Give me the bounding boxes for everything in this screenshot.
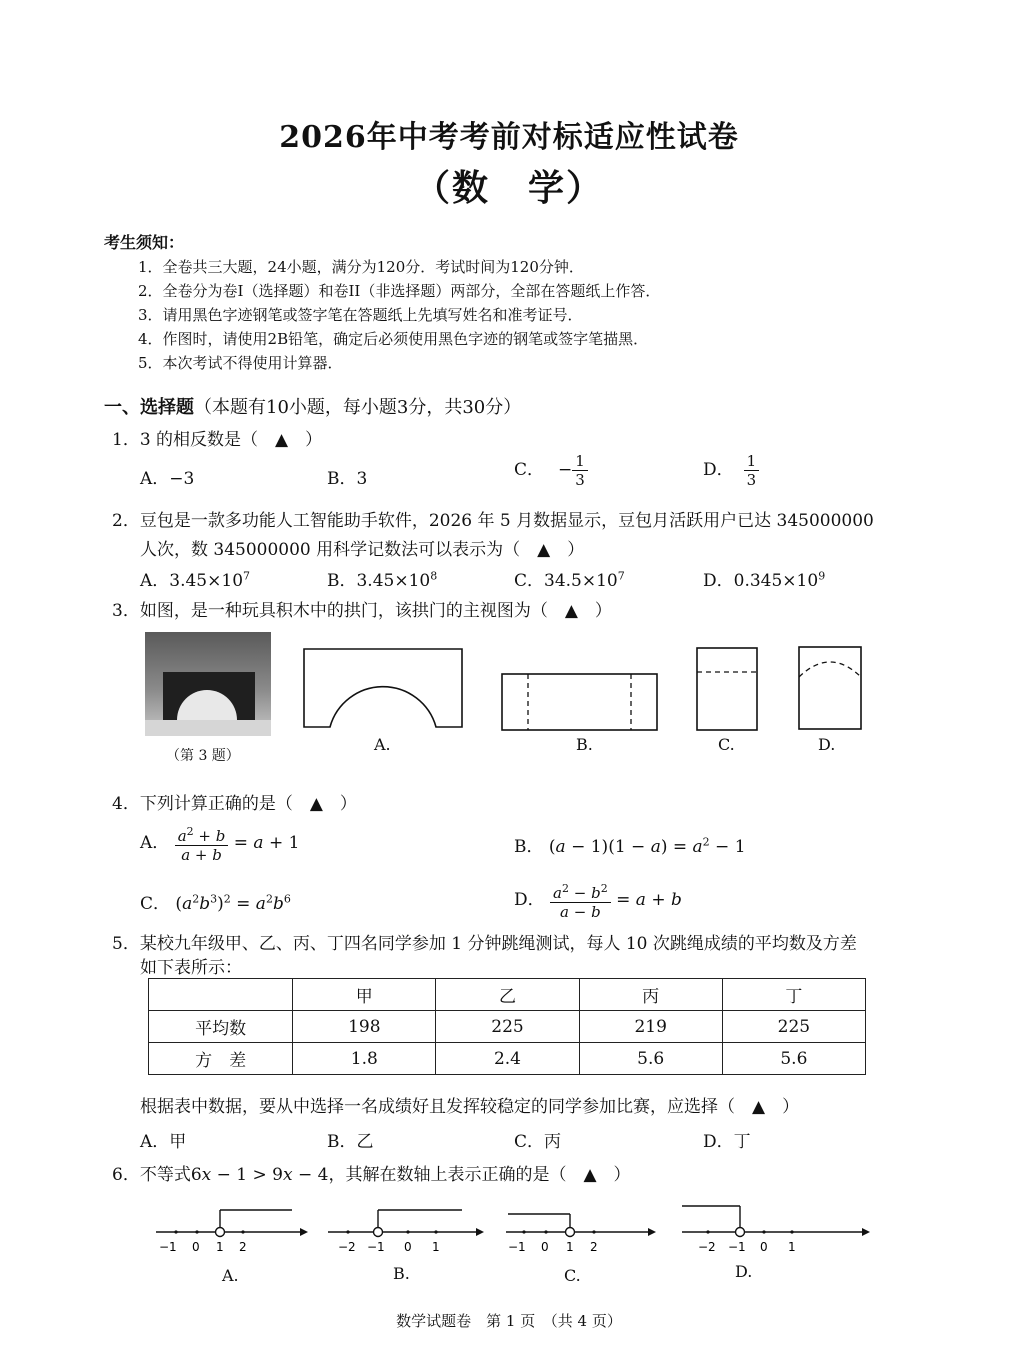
table-cell: 1.8 xyxy=(293,1043,436,1075)
q3-label-b: B. xyxy=(576,735,593,754)
q2-c-text: C．34.5×10 xyxy=(514,571,618,591)
q4-option-b: B． $(a - 1)(1 - a) = a^2 - 1$ xyxy=(514,835,746,857)
table-row xyxy=(149,1011,866,1043)
table-cell: 2.4 xyxy=(436,1043,579,1075)
q6-stem-post: ，其解在数轴上表示正确的是（ ▲ ） xyxy=(328,1165,631,1185)
q3-option-d-figure xyxy=(797,645,865,735)
q6-numberline-c xyxy=(500,1200,660,1256)
svg-text:0: 0 xyxy=(760,1240,768,1254)
q6-numberline-d xyxy=(676,1198,874,1254)
table-header-cell: 丙 xyxy=(579,979,722,1011)
q1-d-label: D． xyxy=(703,460,734,480)
q3-option-b-figure xyxy=(500,672,660,734)
q6-numberline-b xyxy=(322,1200,488,1256)
notice-item-1: 1．全卷共三大题，24小题，满分为120分．考试时间为120分钟． xyxy=(138,258,584,276)
q3-option-a-figure xyxy=(300,645,468,731)
q1-stem: 1．3 的相反数是（ ▲ ） xyxy=(112,430,323,450)
svg-text:−1: −1 xyxy=(508,1240,526,1254)
q4-option-d: D． $\frac{a^2 - b^2}{a - b}$ = a + b xyxy=(514,882,682,921)
table-cell: 方 差 xyxy=(149,1043,293,1075)
q3-stem: 3．如图，是一种玩具积木中的拱门，该拱门的主视图为（ ▲ ） xyxy=(112,601,612,621)
q4-stem: 4．下列计算正确的是（ ▲ ） xyxy=(112,794,357,814)
q2-option-d xyxy=(703,566,825,591)
q2-b-text: B．3.45×10 xyxy=(327,571,431,591)
q5-option-b: B．乙 xyxy=(327,1132,374,1152)
table-cell: 198 xyxy=(293,1011,436,1043)
q3-label-d: D. xyxy=(818,735,836,754)
exam-title: 2026年中考考前对标适应性试卷 xyxy=(279,120,739,155)
q3-caption: （第 3 题） xyxy=(166,748,240,764)
q1-c-num: 1 xyxy=(572,452,588,471)
svg-text:0: 0 xyxy=(404,1240,412,1254)
q2-stem-line2: 人次，数 345000000 用科学记数法可以表示为（ ▲ ） xyxy=(140,540,585,560)
section-note: （本题有10小题，每小题3分，共30分） xyxy=(194,397,522,418)
svg-text:2: 2 xyxy=(590,1240,598,1254)
q2-option-a xyxy=(140,566,250,591)
table-cell: 平均数 xyxy=(149,1011,293,1043)
notice-item-4: 4．作图时，请使用2B铅笔，确定后必须使用黑色字迹的钢笔或签字笔描黑． xyxy=(138,330,649,348)
table-row xyxy=(149,1043,866,1075)
q2-option-c xyxy=(514,566,625,591)
q5-option-d: D．丁 xyxy=(703,1132,751,1152)
q2-a-text: A．3.45×10 xyxy=(140,571,244,591)
svg-text:1: 1 xyxy=(432,1240,440,1254)
q1-option-d xyxy=(703,452,759,489)
q6-label-a: A. xyxy=(222,1266,239,1285)
table-cell: 5.6 xyxy=(579,1043,722,1075)
q1-c-den: 3 xyxy=(575,471,585,489)
q5-option-c: C．丙 xyxy=(514,1132,562,1152)
exam-subtitle: （数 学） xyxy=(413,167,604,209)
arch-block-photo xyxy=(145,632,271,736)
q6-stem-pre: 6．不等式 xyxy=(112,1165,191,1185)
q4-option-c: C． $(a^2b^3)^2 = a^2b^6$ xyxy=(140,892,291,914)
table-header-cell xyxy=(149,979,293,1011)
q1-option-a: A．−3 xyxy=(140,469,195,489)
q1-d-den: 3 xyxy=(746,471,757,489)
q3-label-a: A. xyxy=(374,735,391,754)
q4-b-label: B． xyxy=(514,837,544,857)
svg-text:0: 0 xyxy=(192,1240,200,1254)
table-header-row xyxy=(149,979,866,1011)
q2-d-exp: 9 xyxy=(818,569,826,583)
svg-text:1: 1 xyxy=(216,1240,224,1254)
q3-label-c: C. xyxy=(718,735,735,754)
q2-stem-line1: 2．豆包是一款多功能人工智能助手软件，2026 年 5 月数据显示，豆包月活跃用户已达 345000000 xyxy=(112,511,874,531)
table-header-cell: 甲 xyxy=(293,979,436,1011)
table-cell: 225 xyxy=(436,1011,579,1043)
q2-a-exp: 7 xyxy=(243,569,251,583)
svg-text:−1: −1 xyxy=(728,1240,746,1254)
svg-text:−1: −1 xyxy=(367,1240,385,1254)
q5-option-a: A．甲 xyxy=(140,1132,187,1152)
q4-c-label: C． xyxy=(140,894,171,914)
q5-question: 根据表中数据，要从中选择一名成绩好且发挥较稳定的同学参加比赛，应选择（ ▲ ） xyxy=(140,1097,800,1117)
notice-item-5: 5．本次考试不得使用计算器． xyxy=(138,354,343,372)
q2-b-exp: 8 xyxy=(430,569,438,583)
svg-text:1: 1 xyxy=(566,1240,574,1254)
svg-text:−2: −2 xyxy=(698,1240,716,1254)
q2-c-exp: 7 xyxy=(617,569,625,583)
svg-text:−1: −1 xyxy=(159,1240,177,1254)
q4-d-fraction: $\frac{a^2 - b^2}{a - b}$ xyxy=(550,880,611,921)
q6-numberline-a xyxy=(150,1200,310,1256)
q1-c-label: C． xyxy=(514,460,545,480)
section-title xyxy=(104,393,521,419)
q5-score-table xyxy=(148,978,866,1075)
page-footer: 数学试题卷 第 1 页 （共 4 页） xyxy=(396,1312,622,1330)
svg-text:−2: −2 xyxy=(338,1240,356,1254)
q2-d-text: D．0.345×10 xyxy=(703,571,819,591)
q2-option-b xyxy=(327,566,437,591)
q5-stem-line1: 5．某校九年级甲、乙、丙、丁四名同学参加 1 分钟跳绳测试，每人 10 次跳绳成绩的平均数及方差 xyxy=(112,934,857,954)
q6-stem: 6．不等式6x − 1 > 9x − 4，其解在数轴上表示正确的是（ ▲ ） xyxy=(112,1165,631,1185)
q1-option-c xyxy=(514,452,588,489)
q1-c-sign: − xyxy=(558,460,573,480)
q6-label-c: C. xyxy=(564,1266,581,1285)
table-header-cell: 丁 xyxy=(722,979,865,1011)
svg-text:0: 0 xyxy=(541,1240,549,1254)
q4-a-fraction: $\frac{a^2 + b}{a + b}$ xyxy=(175,823,229,864)
table-header-cell: 乙 xyxy=(436,979,579,1011)
q1-d-fraction xyxy=(744,452,760,489)
table-cell: 5.6 xyxy=(722,1043,865,1075)
q4-a-label: A． xyxy=(140,833,170,853)
q6-label-d: D. xyxy=(735,1262,753,1281)
arch-photo-drawing xyxy=(145,632,271,736)
q1-c-fraction xyxy=(572,452,588,489)
q3-option-c-figure xyxy=(695,646,761,734)
notice-item-3: 3．请用黑色字迹钢笔或签字笔在答题纸上先填写姓名和准考证号． xyxy=(138,306,583,324)
q1-option-b: B．3 xyxy=(327,469,368,489)
q4-option-a: A． $\frac{a^2 + b}{a + b}$ = a + 1 xyxy=(140,825,300,864)
notice-heading: 考生须知： xyxy=(104,233,185,252)
svg-text:2: 2 xyxy=(239,1240,247,1254)
table-cell: 219 xyxy=(579,1011,722,1043)
q6-label-b: B. xyxy=(393,1264,410,1283)
section-label: 一、选择题 xyxy=(104,397,194,418)
q1-d-num: 1 xyxy=(744,452,760,471)
svg-text:1: 1 xyxy=(788,1240,796,1254)
notice-item-2: 2．全卷分为卷I（选择题）和卷II（非选择题）两部分，全部在答题纸上作答． xyxy=(138,282,661,300)
q5-stem-line2: 如下表所示： xyxy=(140,958,242,978)
table-cell: 225 xyxy=(722,1011,865,1043)
q4-d-label: D． xyxy=(514,890,545,910)
